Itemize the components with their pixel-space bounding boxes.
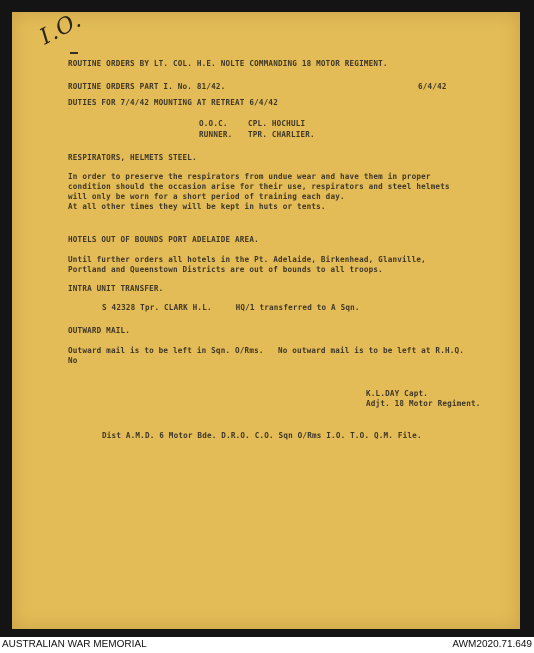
paragraph-line: condition should the occasion arise for their use, respirators and steel helmets bbox=[68, 182, 450, 191]
paragraph-line: Portland and Queenstown Districts are out of bounds to all troops. bbox=[68, 265, 383, 274]
section-heading-mail: OUTWARD MAIL. bbox=[68, 326, 131, 335]
orders-date: 6/4/42 bbox=[418, 82, 447, 91]
duty-role-runner: RUNNER. bbox=[199, 130, 233, 139]
handwritten-annotation: I.O. bbox=[36, 7, 87, 51]
paragraph-line: In order to preserve the respirators from undue wear and have them in proper bbox=[68, 172, 431, 181]
document-page bbox=[12, 7, 520, 629]
duty-name-ooc: CPL. HOCHULI bbox=[248, 119, 306, 128]
duty-name-runner: TPR. CHARLIER. bbox=[248, 130, 315, 139]
document-title: ROUTINE ORDERS BY LT. COL. H.E. NOLTE COMMANDING 18 MOTOR REGIMENT. bbox=[68, 59, 388, 68]
section-heading-respirators: RESPIRATORS, HELMETS STEEL. bbox=[68, 153, 197, 162]
paragraph-line: Until further orders all hotels in the Pt. Adelaide, Birkenhead, Glanville, bbox=[68, 255, 426, 264]
duty-role-ooc: O.O.C. bbox=[199, 119, 228, 128]
signature-title: Adjt. 18 Motor Regiment. bbox=[366, 399, 481, 408]
section-heading-transfer: INTRA UNIT TRANSFER. bbox=[68, 284, 164, 293]
paragraph-line: No bbox=[68, 356, 78, 365]
distribution-list: Dist A.M.D. 6 Motor Bde. D.R.O. C.O. Sqn O/Rms I.O. T.O. Q.M. File. bbox=[102, 431, 422, 440]
duties-heading: DUTIES FOR 7/4/42 MOUNTING AT RETREAT 6/4/42 bbox=[68, 98, 278, 107]
footer-accession-number: AWM2020.71.649 bbox=[452, 639, 532, 650]
transfer-entry: S 42328 Tpr. CLARK H.L. HQ/1 transferred to A Sqn. bbox=[102, 303, 360, 312]
orders-part-number: ROUTINE ORDERS PART I. No. 81/42. bbox=[68, 82, 226, 91]
signature-name: K.L.DAY Capt. bbox=[366, 389, 429, 398]
footer-institution: AUSTRALIAN WAR MEMORIAL bbox=[2, 639, 147, 650]
paragraph-line: will only be worn for a short period of training each day. bbox=[68, 192, 345, 201]
paragraph-line: Outward mail is to be left in Sqn. O/Rms. No outward mail is to be left at R.H.Q. bbox=[68, 346, 465, 355]
ink-mark bbox=[70, 52, 78, 54]
paragraph-line: At all other times they will be kept in huts or tents. bbox=[68, 202, 326, 211]
section-heading-hotels: HOTELS OUT OF BOUNDS PORT ADELAIDE AREA. bbox=[68, 235, 259, 244]
